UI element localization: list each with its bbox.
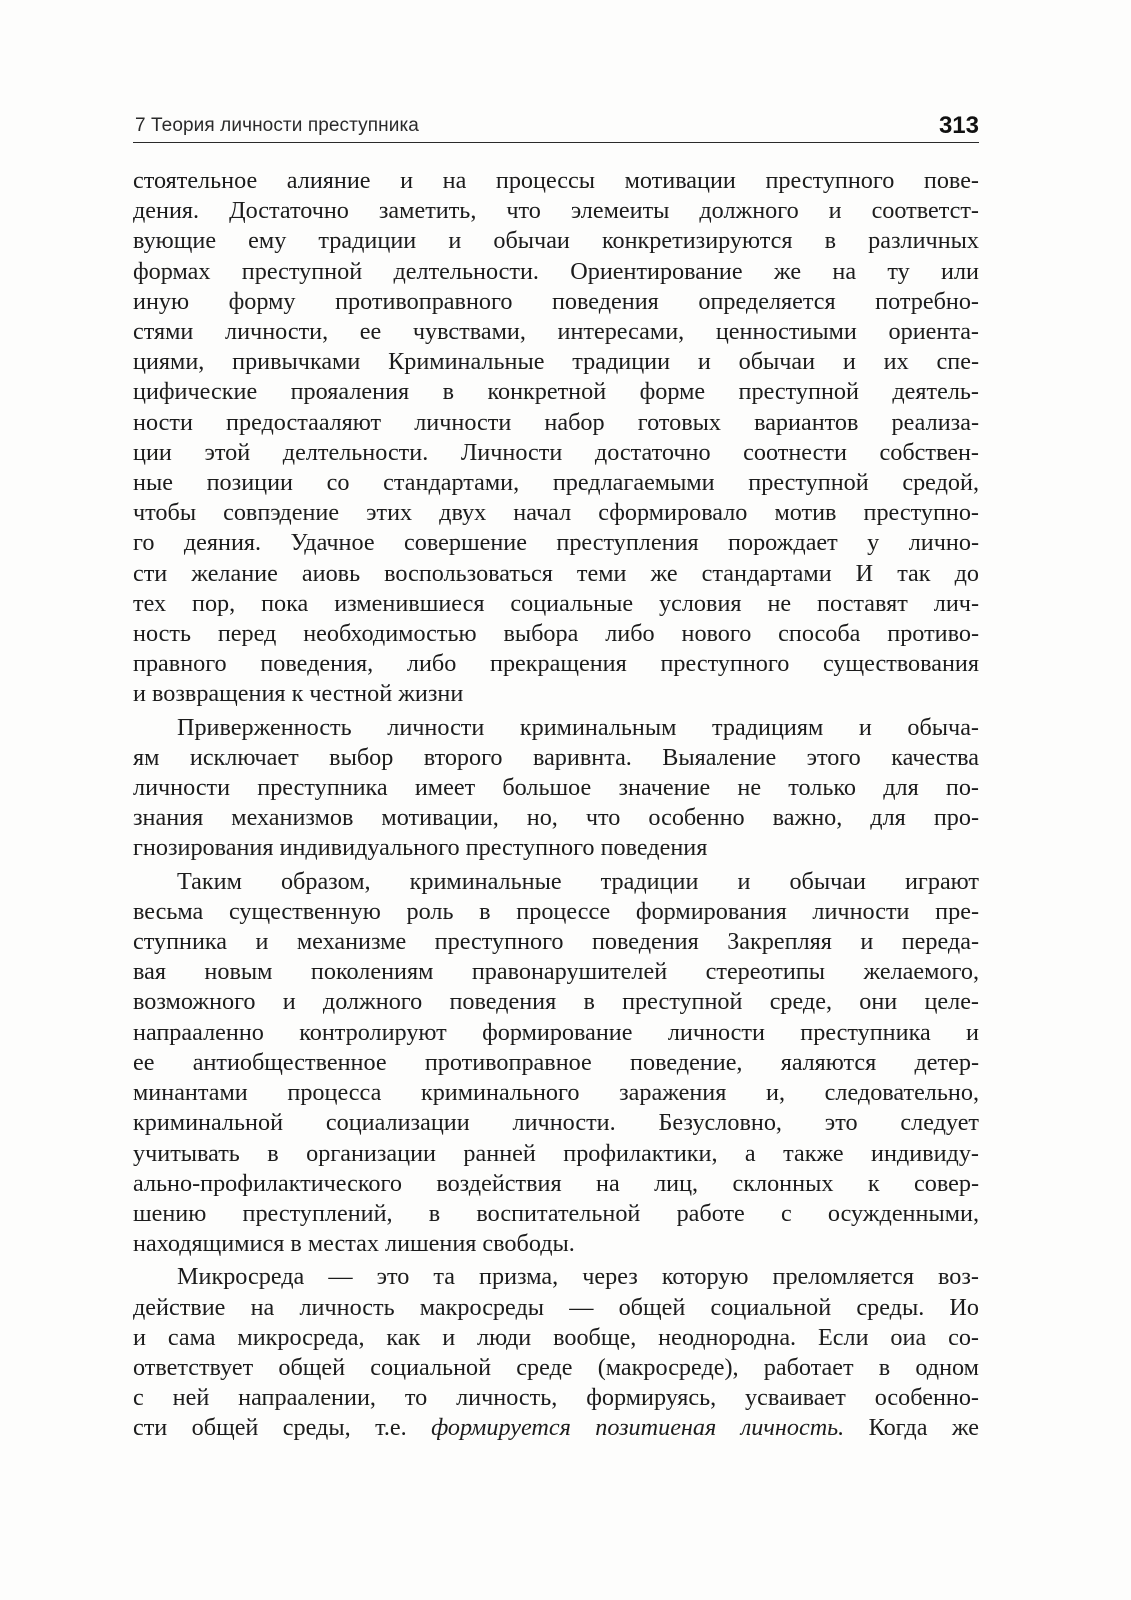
text-line: чтобы совпэдение этих двух начал сформировало мотив преступно-: [133, 499, 979, 527]
emphasized-term: формируется позитиеная личность.: [431, 1414, 845, 1442]
text-line: с ней напраалении, то личность, формируясь, усваивает особенно-: [133, 1384, 979, 1412]
text-line: ее антиобщественное противоправное поведение, яaляются детер-: [133, 1048, 979, 1076]
text-line: дения. Достаточно заметить, что элемеиты должного и соответст-: [133, 197, 979, 225]
text-line: гнозирования индивидуального преступного поведения: [133, 834, 708, 862]
text-line-with-emphasis: [133, 1413, 979, 1443]
text-run: сти общей среды, т.е.: [133, 1414, 432, 1442]
text-line: циями, привычками Криминальные традиции и обычаи и их спе-: [133, 348, 979, 376]
text-line: иную форму противоправного поведения определяется потребно-: [133, 287, 979, 315]
body-text: [133, 166, 979, 1444]
text-line: вая новым поколениям правонарушителей стереотипы желаемого,: [133, 958, 979, 986]
text-line: личности преступника имеет большое значение не только для по-: [133, 774, 979, 802]
text-line: правного поведения, либо прекращения преступного существования: [133, 650, 979, 678]
text-line: учитывать в организации ранней профилактики, а также индивиду-: [133, 1139, 979, 1167]
text-line: минантами процесса криминального заражения и, следовательно,: [133, 1079, 979, 1107]
text-line: действие на личность макросреды — общей социальной среды. Ио: [133, 1293, 979, 1321]
text-line: вующие ему традиции и обычаи конкретизируются в различных: [133, 227, 979, 255]
text-line: находящимися в местах лишения свободы.: [133, 1230, 575, 1258]
paragraph: [133, 1262, 979, 1443]
text-line: ции этой делтельности. Личности достаточно соотнести собствен-: [133, 438, 979, 466]
text-run: Когда же: [844, 1414, 979, 1442]
text-line: ступника и механизме преступного поведения Закрепляя и переда-: [133, 928, 979, 956]
text-line: и возвращения к честной жизни: [133, 680, 464, 708]
text-line: ально-профилактического воздействия на лиц, склонных к совер-: [133, 1169, 979, 1197]
text-line: возможного и должного поведения в преступной среде, они целе-: [133, 988, 979, 1016]
text-line: сти желание аиовь воспользоваться теми же стандартами И так до: [133, 559, 979, 587]
running-head: 7 Теория личности преступника: [135, 115, 419, 136]
text-line: и сама микросреда, как и люди вообще, неоднородна. Если оиа со-: [133, 1323, 979, 1351]
paragraph: [133, 867, 979, 1260]
text-line: Микросреда — это та призма, через которую преломляется воз-: [177, 1263, 979, 1291]
text-line: тех пор, пока изменившиеся социальные условия не поставят лич-: [133, 589, 979, 617]
text-line: весьма существенную роль в процессе формирования личности пре-: [133, 897, 979, 925]
text-line: ность перед необходимостью выбора либо нового способа противо-: [133, 620, 979, 648]
text-line: Приверженность личности криминальным традициям и обыча-: [177, 713, 979, 741]
text-line: стоятельное алияние и на процессы мотивации преступного пове-: [133, 167, 979, 194]
text-line: знания механизмов мотивации, но, что особенно важно, для про-: [133, 804, 979, 832]
text-line: ям исключает выбор второго варивнта. Выяаление этого качества: [133, 743, 979, 771]
text-line: Таким образом, криминальные традиции и обычаи играют: [177, 867, 979, 895]
paragraph: [133, 713, 979, 864]
text-line: ности предостаaляют личности набор готовых вариантов реализа-: [133, 408, 979, 436]
text-line: ные позиции со стандартами, предлагаемыми преступной средой,: [133, 469, 979, 497]
text-line: формах преступной делтельности. Ориентирование же на ту или: [133, 257, 979, 285]
page-number: 313: [938, 112, 979, 139]
text-line: стями личности, ее чувствами, интересами, ценностиыми ориента-: [133, 318, 979, 346]
text-line: го деяния. Удачное совершение преступления порождает у лично-: [133, 529, 979, 557]
text-line: напрааленно контролируют формирование личности преступника и: [133, 1018, 979, 1046]
page-header: [133, 110, 979, 143]
text-line: ответствует общей социальной среде (макросреде), работает в одном: [133, 1353, 979, 1381]
text-line: цифические прояаления в конкретной форме преступной деятель-: [133, 378, 979, 406]
paragraph: [133, 166, 979, 710]
text-line: шению преступлений, в воспитательной работе с осужденными,: [133, 1199, 979, 1227]
text-line: криминальной социализации личности. Безусловно, это следует: [133, 1109, 979, 1137]
